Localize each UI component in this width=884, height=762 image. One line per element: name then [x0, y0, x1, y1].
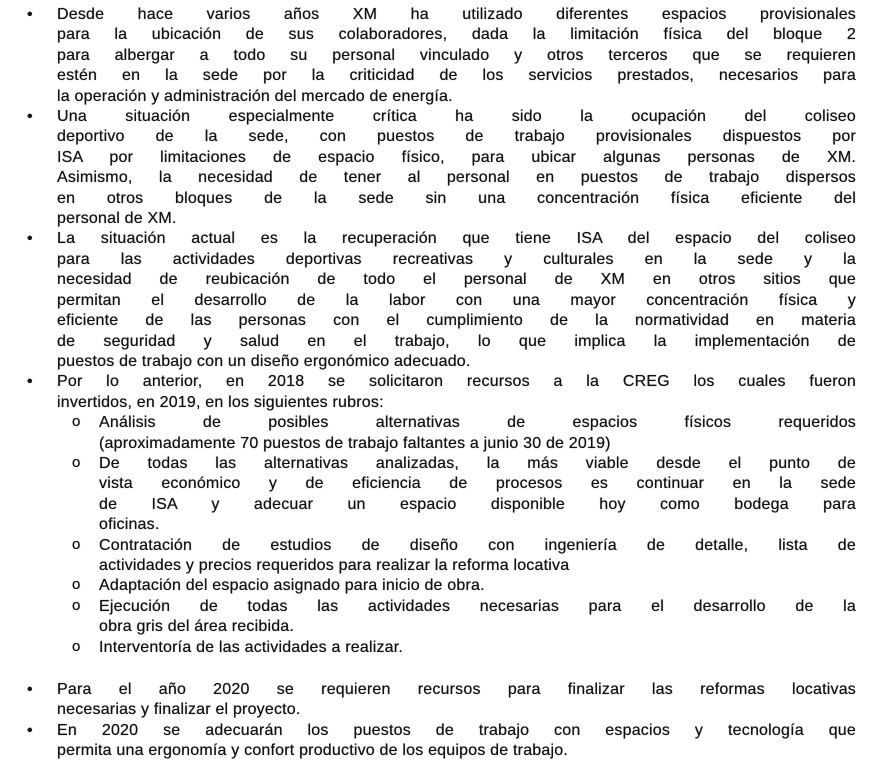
- text-line: actividades y precios requeridos para realizar la reforma locativa: [99, 556, 570, 574]
- text-line: de seguridad y salud en el trabajo, lo que implica la implementación de: [57, 332, 856, 350]
- text-line: Desde hace varios años XM ha utilizado diferentes espacios provisionales: [57, 6, 856, 23]
- text-line: Interventoría de las actividades a realizar.: [99, 638, 404, 656]
- bullet-circle-icon: o: [72, 637, 81, 655]
- sub-bullet-item: [0, 597, 856, 638]
- text-line: ISA por limitaciones de espacio físico, para ubicar algunas personas de XM.: [57, 148, 856, 166]
- text-line: invertidos, en 2019, en los siguientes rubros:: [57, 393, 384, 411]
- bullet-item: [0, 372, 856, 413]
- text-line: para las actividades deportivas recreativas y culturales en la sede y la: [57, 250, 856, 268]
- bullet-item: [0, 107, 856, 229]
- text-line: oficinas.: [99, 516, 160, 534]
- sub-bullet-text: [99, 638, 856, 658]
- text-line: Para el año 2020 se requieren recursos para finalizar las reformas locativas: [57, 681, 856, 698]
- text-line: De todas las alternativas analizadas, la más viable desde el punto de: [99, 454, 856, 472]
- bullet-dot-icon: •: [27, 681, 33, 698]
- text-line: permitan el desarrollo de la labor con una mayor concentración física y: [57, 291, 856, 309]
- text-line: necesidad de reubicación de todo el personal de XM en otros sitios que: [57, 271, 856, 289]
- text-line: en otros bloques de la sede sin una concentración física eficiente del: [57, 189, 856, 207]
- bullet-item: [0, 229, 856, 372]
- bullet-dot-icon: •: [27, 6, 33, 23]
- text-line: eficiente de las personas con el cumplimiento de la normatividad en materia: [57, 312, 856, 330]
- bullet-item: [0, 5, 856, 107]
- text-line: deportivo de la sede, con puestos de trabajo provisionales dispuestos por: [57, 128, 856, 146]
- sub-bullet-item: [0, 638, 856, 658]
- text-line: para la ubicación de sus colaboradores, dada la limitación física del bloque 2: [57, 26, 856, 44]
- sub-bullet-text: [99, 536, 856, 577]
- text-line: vista económico y de eficiencia de procesos es continuar en la sede: [99, 475, 856, 493]
- bullet-circle-icon: o: [72, 576, 81, 594]
- bullet-dot-icon: •: [27, 373, 33, 391]
- text-line: de ISA y adecuar un espacio disponible hoy como bodega para: [99, 495, 856, 513]
- bullet-text: [57, 680, 856, 721]
- sub-bullet-item: [0, 576, 856, 596]
- bullet-text: [57, 107, 856, 229]
- bullet-circle-icon: o: [72, 453, 81, 471]
- bullet-item: [0, 680, 856, 721]
- text-line: Asimismo, la necesidad de tener al personal en puestos de trabajo dispersos: [57, 169, 856, 187]
- sub-bullet-text: [99, 576, 856, 596]
- text-line: la operación y administración del mercado de energía.: [57, 87, 453, 105]
- sub-bullet-text: [99, 454, 856, 536]
- bullet-text: [57, 5, 856, 107]
- text-line: personal de XM.: [57, 210, 177, 228]
- text-line: puestos de trabajo con un diseño ergonómico adecuado.: [57, 352, 471, 370]
- text-line: Análisis de posibles alternativas de espacios físicos requeridos: [99, 414, 856, 432]
- sub-bullet-text: [99, 597, 856, 638]
- text-line: Ejecución de todas las actividades necesarias para el desarrollo de la: [99, 597, 856, 615]
- sub-bullet-item: [0, 454, 856, 536]
- sub-bullet-item: [0, 413, 856, 454]
- text-line: Una situación especialmente crítica ha sido la ocupación del coliseo: [57, 108, 856, 126]
- bullet-circle-icon: o: [72, 596, 81, 614]
- bullet-text: [57, 372, 856, 413]
- text-line: estén en la sede por la criticidad de los servicios prestados, necesarios para: [57, 67, 856, 85]
- text-line: En 2020 se adecuarán los puestos de trabajo con espacios y tecnología que: [57, 721, 856, 739]
- bullet-text: [57, 229, 856, 372]
- text-line: necesarias y finalizar el proyecto.: [57, 701, 301, 719]
- sub-bullet-text: [99, 413, 856, 454]
- text-line: (aproximadamente 70 puestos de trabajo faltantes a junio 30 de 2019): [99, 434, 611, 452]
- text-line: Por lo anterior, en 2018 se solicitaron recursos a la CREG los cuales fueron: [57, 373, 856, 391]
- bullet-dot-icon: •: [27, 108, 33, 126]
- bullet-circle-icon: o: [72, 413, 81, 431]
- text-line: La situación actual es la recuperación que tiene ISA del espacio del coliseo: [57, 230, 856, 248]
- text-line: Contratación de estudios de diseño con ingeniería de detalle, lista de: [99, 536, 856, 554]
- bullet-dot-icon: •: [27, 230, 33, 248]
- text-line: obra gris del área recibida.: [99, 618, 295, 636]
- bullet-dot-icon: •: [27, 721, 33, 739]
- text-line: Adaptación del espacio asignado para inicio de obra.: [99, 577, 485, 595]
- text-line: para albergar a todo su personal vinculado y otros terceros que se requieren: [57, 46, 856, 64]
- paragraph-spacer: [0, 658, 856, 680]
- bullet-circle-icon: o: [72, 535, 81, 553]
- sub-bullet-item: [0, 536, 856, 577]
- text-line: permita una ergonomía y confort productivo de los equipos de trabajo.: [57, 742, 568, 760]
